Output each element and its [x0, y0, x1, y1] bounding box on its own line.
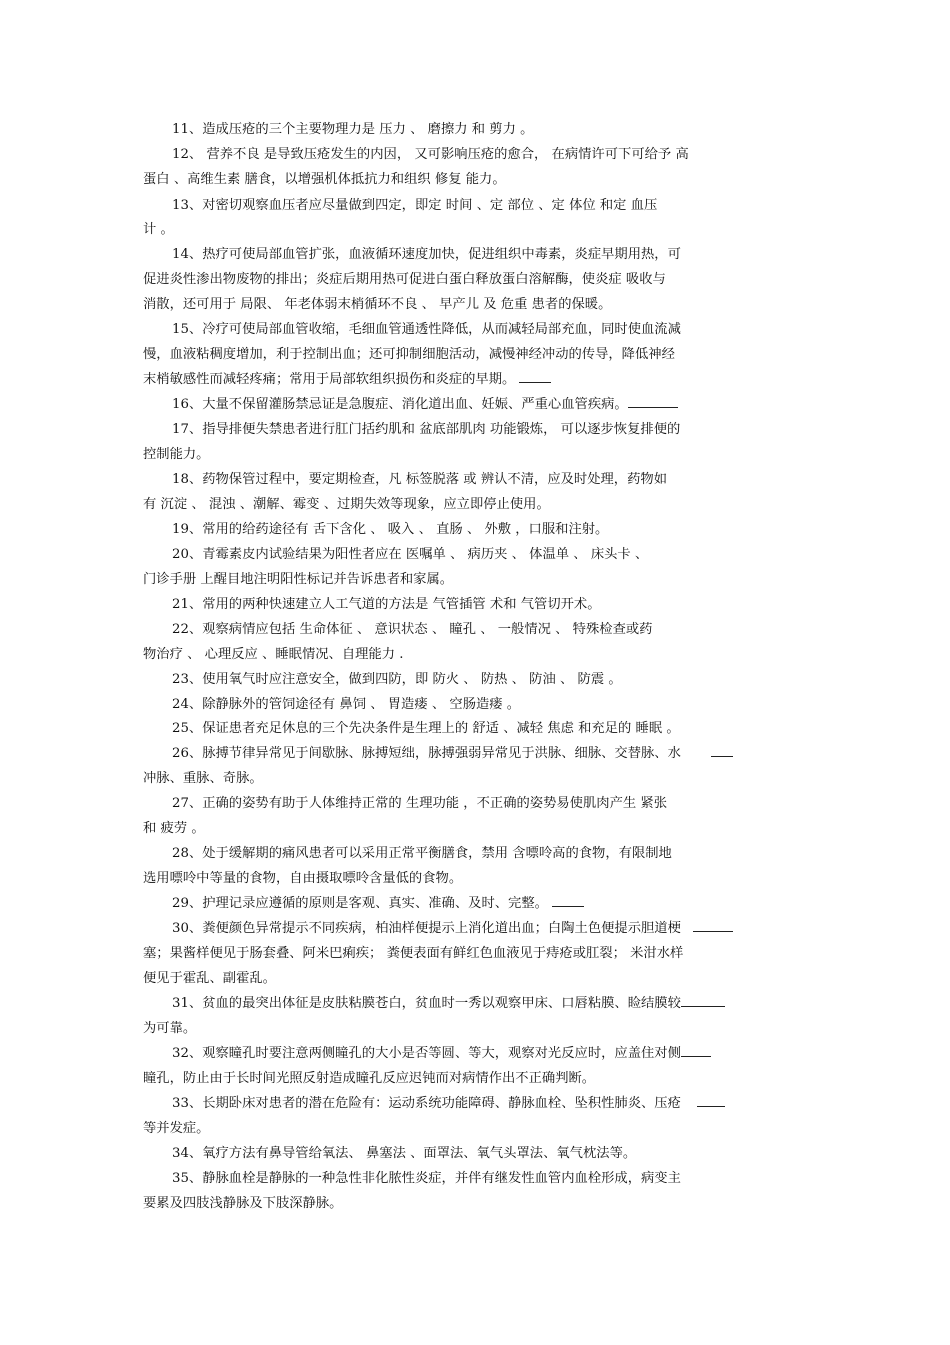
- item-20-line1: 20、青霉素皮内试验结果为阳性者应在 医嘱单 、 病历夹 、 体温单 、 床头卡 、: [172, 547, 649, 562]
- item-11: [172, 121, 533, 138]
- item-26-line2: 冲脉、重脉、奇脉。: [143, 771, 263, 786]
- item-30-line2: 塞；果酱样便见于肠套叠、阿米巴痢疾； 粪便表面有鲜红色血液见于痔疮或肛裂； 米泔水样: [143, 946, 684, 961]
- item-13-line1: 13、对密切观察血压者应尽量做到四定，即定 时间 、定 部位 、定 体位 和定 血压: [172, 198, 658, 213]
- item-28-line2: 选用嘌呤中等量的食物，自由摄取嘌呤含量低的食物。: [143, 871, 463, 886]
- item-19: 19、常用的给药途径有 舌下含化 、 吸入 、 直肠 、 外敷 ，口服和注射。: [172, 522, 609, 537]
- answer-blank: [628, 397, 678, 408]
- item-25: 25、保证患者充足休息的三个先决条件是生理上的 舒适 、减轻 焦虑 和充足的 睡眠 。: [172, 721, 680, 736]
- item-12-line2: 蛋白 、高维生素 膳食，以增强机体抵抗力和组织 修复 能力。: [143, 172, 506, 187]
- item-28-line1: 28、处于缓解期的痛风患者可以采用正常平衡膳食，禁用 含嘌呤高的食物，有限制地: [172, 846, 672, 861]
- item-17-line2: 控制能力。: [143, 447, 210, 462]
- item-18-line1: 18、药物保管过程中，要定期检查，凡 标签脱落 或 辨认不清，应及时处理，药物如: [172, 472, 667, 487]
- answer-blank: [519, 372, 551, 383]
- item-11-text: 11、造成压疮的三个主要物理力是 压力 、 磨擦力 和 剪力 。: [172, 122, 534, 137]
- item-14-line2: 促进炎性渗出物废物的排出；炎症后期用热可促进白蛋白释放蛋白溶解酶，使炎症 吸收与: [143, 272, 666, 287]
- item-21: 21、常用的两种快速建立人工气道的方法是 气管插管 术和 气管切开术。: [172, 597, 601, 612]
- answer-blank: [552, 896, 584, 907]
- answer-blank: [697, 1096, 725, 1107]
- item-22-line2: 物治疗 、 心理反应 、睡眠情况、自理能力 .: [143, 647, 404, 662]
- answer-blank: [681, 1046, 711, 1057]
- item-33-line1: 33、长期卧床对患者的潜在危险有：运动系统功能障碍、静脉血栓、坠积性肺炎、压疮: [172, 1095, 725, 1112]
- item-30-line3: 便见于霍乱、副霍乱。: [143, 971, 276, 986]
- item-20-line2: 门诊手册 上醒目地注明阳性标记并告诉患者和家属。: [143, 572, 454, 587]
- item-26-line1: 26、脉搏节律异常见于间歇脉、脉搏短绌，脉搏强弱异常见于洪脉、细脉、交替脉、水: [172, 745, 733, 762]
- item-15-line2: 慢，血液粘稠度增加，利于控制出血；还可抑制细胞活动，减慢神经冲动的传导，降低神经: [143, 347, 675, 362]
- answer-blank: [711, 746, 733, 757]
- item-33-line2: 等并发症。: [143, 1121, 210, 1136]
- item-27-line2: 和 疲劳 。: [143, 821, 205, 836]
- item-12-line1: 12、 营养不良 是导致压疮发生的内因， 又可影响压疮的愈合， 在病情许可下可给予 高: [172, 147, 689, 162]
- item-31-line1: 31、贫血的最突出体征是皮肤粘膜苍白，贫血时一秀以观察甲床、口唇粘膜、睑结膜较: [172, 995, 725, 1012]
- item-32-line1: 32、观察瞳孔时要注意两侧瞳孔的大小是否等圆、等大，观察对光反应时，应盖住对侧: [172, 1045, 711, 1062]
- item-17-line1: 17、指导排便失禁患者进行肛门括约肌和 盆底部肌肉 功能锻炼， 可以逐步恢复排便的: [172, 422, 681, 437]
- answer-blank: [693, 921, 733, 932]
- item-29: 29、护理记录应遵循的原则是客观、真实、准确、及时、完整。: [172, 895, 584, 912]
- item-31-line2: 为可靠。: [143, 1021, 197, 1036]
- item-23: 23、使用氧气时应注意安全，做到四防，即 防火 、 防热 、 防油 、 防震 。: [172, 672, 622, 687]
- item-22-line1: 22、观察病情应包括 生命体征 、 意识状态 、 瞳孔 、 一般情况 、 特殊检查或药: [172, 622, 653, 637]
- answer-blank: [681, 996, 725, 1007]
- item-15-line3: 末梢敏感性而减轻疼痛；常用于局部软组织损伤和炎症的早期。: [143, 371, 551, 388]
- item-14-line1: 14、热疗可使局部血管扩张，血液循环速度加快，促进组织中毒素，炎症早期用热，可: [172, 247, 681, 262]
- item-13-line2: 计 。: [143, 222, 174, 237]
- item-24: 24、除静脉外的管饲途径有 鼻饲 、 胃造瘘 、 空肠造瘘 。: [172, 697, 521, 712]
- item-34: 34、氧疗方法有鼻导管给氧法、 鼻塞法 、面罩法、氧气头罩法、氧气枕法等。: [172, 1146, 637, 1161]
- item-27-line1: 27、正确的姿势有助于人体维持正常的 生理功能 ，不正确的姿势易使肌肉产生 紧张: [172, 796, 667, 811]
- item-35-line2: 要累及四肢浅静脉及下肢深静脉。: [143, 1196, 343, 1211]
- item-35-line1: 35、静脉血栓是静脉的一种急性非化脓性炎症，并伴有继发性血管内血栓形成，病变主: [172, 1171, 681, 1186]
- item-32-line2: 瞳孔，防止由于长时间光照反射造成瞳孔反应迟钝而对病情作出不正确判断。: [143, 1071, 596, 1086]
- item-14-line3: 消散，还可用于 局限、 年老体弱末梢循环不良 、 早产儿 及 危重 患者的保暖。: [143, 297, 612, 312]
- item-18-line2: 有 沉淀 、 混浊 、潮解、霉变 、过期失效等现象，应立即停止使用。: [143, 497, 550, 512]
- item-16: 16、大量不保留灌肠禁忌证是急腹症、消化道出血、妊娠、严重心血管疾病。: [172, 396, 678, 413]
- item-30-line1: 30、粪便颜色异常提示不同疾病，柏油样便提示上消化道出血；白陶土色便提示胆道梗: [172, 920, 733, 937]
- item-15-line1: 15、冷疗可使局部血管收缩，毛细血管通透性降低，从而减轻局部充血，同时使血流减: [172, 322, 681, 337]
